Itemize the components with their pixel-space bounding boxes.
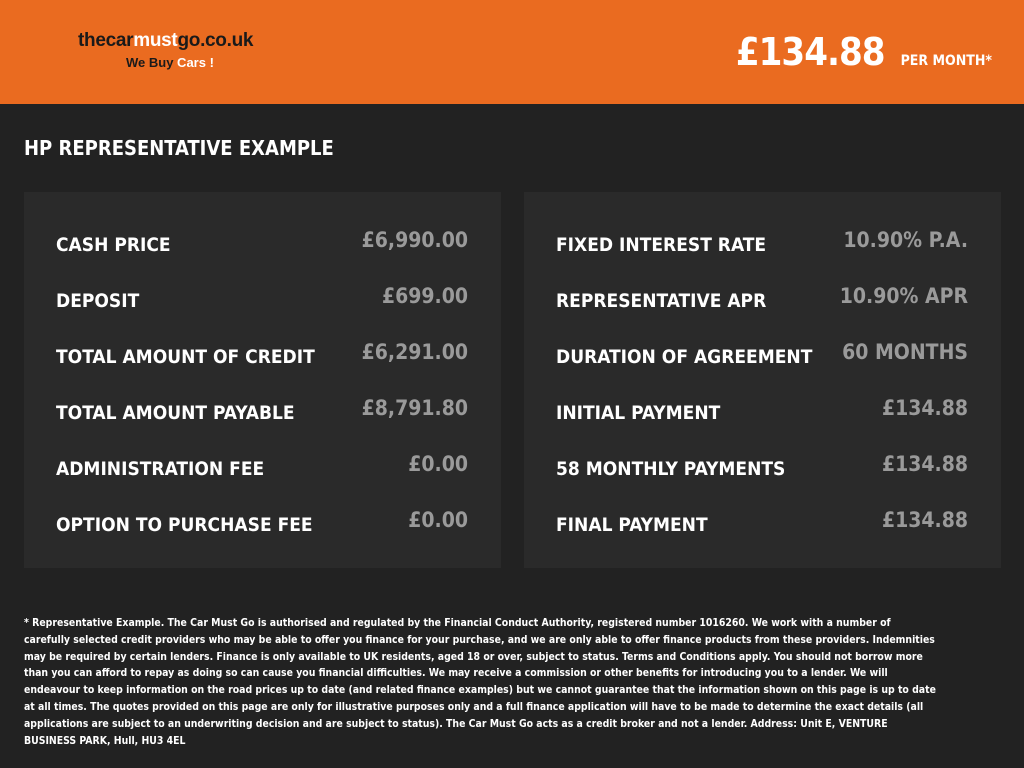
per-month-label: PER MONTH* xyxy=(900,53,992,69)
row-label: TOTAL AMOUNT PAYABLE xyxy=(56,402,295,424)
monthly-price: £134.88 xyxy=(735,30,885,74)
row-value: 10.90% P.A. xyxy=(843,228,968,252)
row-label: FIXED INTEREST RATE xyxy=(556,234,767,256)
disclaimer-text: * Representative Example. The Car Must Go is authorised and regulated by the Financial Conduct Authority, registered number 1016260. We work with a number of carefully selected credit providers who may be able to offer you finance for your purchase, and we are only able to offer finance products from these providers. Indemnities may be required by certain lenders. Finance is only available to UK residents, aged 18 or over, subject to status. Terms and Conditions apply. You should not borrow more than you can afford to repay as doing so can cause you financial difficulties. We may receive a commission or other benefits for introducing you to a lender. We will endeavour to keep information on the road prices up to date (and related finance examples) but we cannot guarantee that the information shown on this page is up to date at all times. The quotes provided on this page are only for illustrative purposes only and a full finance application will have to be made to determine the exact details (all applications are subject to an underwriting decision and are subject to status). The Car Must Go acts as a credit broker and not a lender. Address: Unit E, VENTURE BUSINESS PARK, Hull, HU3 4EL xyxy=(24,617,936,747)
row-value: £134.88 xyxy=(881,396,968,420)
finance-row-initial-payment xyxy=(556,396,968,428)
finance-row-total-credit xyxy=(56,340,468,372)
row-label: CASH PRICE xyxy=(56,234,171,256)
site-logo[interactable] xyxy=(78,30,278,71)
row-value: £134.88 xyxy=(881,452,968,476)
section-title: HP REPRESENTATIVE EXAMPLE xyxy=(24,136,334,160)
finance-row-monthly-payments xyxy=(556,452,968,484)
finance-panel-right xyxy=(524,192,1001,568)
row-label: DURATION OF AGREEMENT xyxy=(556,346,813,368)
row-value: £0.00 xyxy=(408,508,468,532)
logo-tagline: We Buy Cars ! xyxy=(126,55,214,70)
row-label: ADMINISTRATION FEE xyxy=(56,458,265,480)
finance-row-apr xyxy=(556,284,968,316)
row-label: OPTION TO PURCHASE FEE xyxy=(56,514,313,536)
finance-row-total-payable xyxy=(56,396,468,428)
header-bar xyxy=(0,0,1024,104)
logo-wordmark: thecarmustgo.co.uk xyxy=(78,30,254,51)
finance-row-admin-fee xyxy=(56,452,468,484)
finance-row-duration xyxy=(556,340,968,372)
row-value: £699.00 xyxy=(381,284,468,308)
monthly-price-block xyxy=(736,30,992,74)
row-label: DEPOSIT xyxy=(56,290,140,312)
row-label: FINAL PAYMENT xyxy=(556,514,708,536)
row-value: 10.90% APR xyxy=(839,284,968,308)
row-label: INITIAL PAYMENT xyxy=(556,402,721,424)
finance-row-cash-price xyxy=(56,228,468,260)
finance-panel-left xyxy=(24,192,501,568)
row-value: 60 MONTHS xyxy=(842,340,968,364)
row-value: £8,791.80 xyxy=(361,396,468,420)
finance-row-deposit xyxy=(56,284,468,316)
row-value: £134.88 xyxy=(881,508,968,532)
row-label: TOTAL AMOUNT OF CREDIT xyxy=(56,346,315,368)
finance-row-final-payment xyxy=(556,508,968,540)
finance-row-interest-rate xyxy=(556,228,968,260)
finance-row-option-fee xyxy=(56,508,468,540)
row-value: £6,291.00 xyxy=(361,340,468,364)
row-label: 58 MONTHLY PAYMENTS xyxy=(556,458,786,480)
row-label: REPRESENTATIVE APR xyxy=(556,290,767,312)
row-value: £6,990.00 xyxy=(361,228,468,252)
row-value: £0.00 xyxy=(408,452,468,476)
